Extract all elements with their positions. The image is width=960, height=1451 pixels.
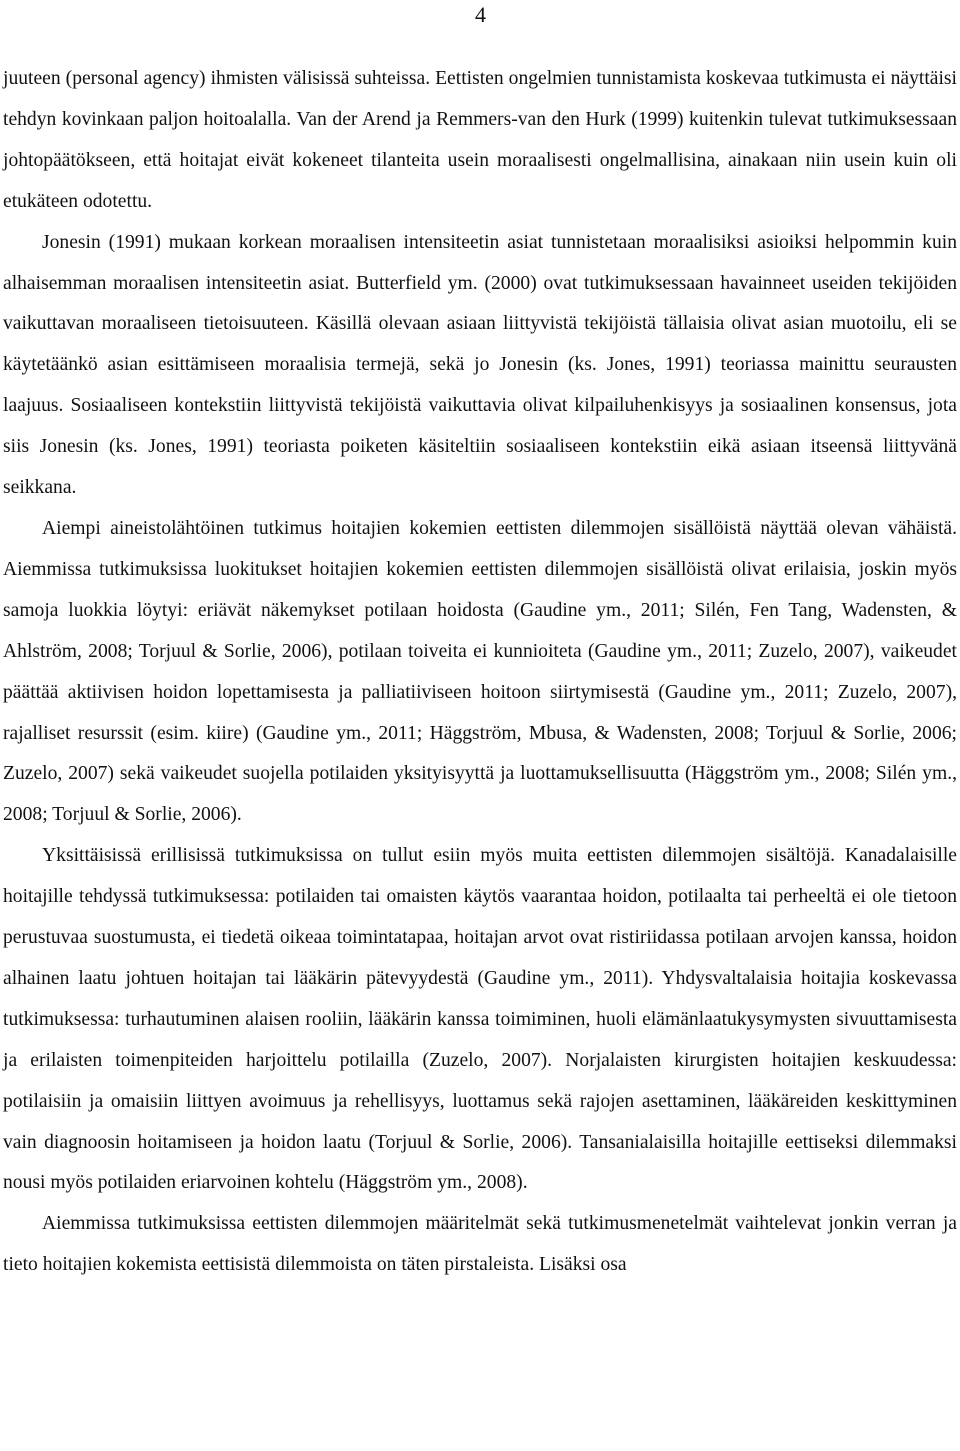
paragraph: Aiemmissa tutkimuksissa eettisten dilemmojen määritelmät sekä tutkimusmenetelmät vaihtelevat jonkin verran ja tieto hoitajien kokemista eettisistä dilemmoista on täten pirstaleista. Lisäksi osa <box>3 1213 957 1276</box>
page-number: 4 <box>475 2 486 27</box>
paragraph: Aiempi aineistolähtöinen tutkimus hoitajien kokemien eettisten dilemmojen sisällöistä näyttää olevan vähäistä. Aiemmissa tutkimuksissa luokitukset hoitajien kokemien eettisten dilemmojen sisällöistä olivat erilaisia, joskin myös samoja luokkia löytyi: eriävät näkemykset potilaan hoidosta (Gaudine ym., 2011; Silén, Fen Tang, Wadensten, & Ahlström, 2008; Torjuul & Sorlie, 2006), potilaan toiveita ei kunnioiteta (Gaudine ym., 2011; Zuzelo, 2007), vaikeudet päättää aktiivisen hoidon lopettamisesta ja palliatiiviseen hoitoon siirtymisestä (Gaudine ym., 2011; Zuzelo, 2007), rajalliset resurssit (esim. kiire) (Gaudine ym., 2011; Häggström, Mbusa, & Wadensten, 2008; Torjuul & Sorlie, 2006; Zuzelo, 2007) sekä vaikeudet suojella potilaiden yksityisyyttä ja luottamuksellisuutta (Häggström ym., 2008; Silén ym., 2008; Torjuul & Sorlie, 2006). <box>3 517 957 826</box>
paragraph: Yksittäisissä erillisissä tutkimuksissa on tullut esiin myös muita eettisten dilemmojen sisältöjä. Kanadalaisille hoitajille tehdyssä tutkimuksessa: potilaiden tai omaisten käytös vaarantaa hoidon, potilaalta tai perheeltä ei ole tietoon perustuvaa suostumusta, ei tiedetä oikeaa toimintatapaa, hoitajan arvot ovat ristiriidassa potilaan arvojen kanssa, hoidon alhainen laatu johtuen hoitajan tai lääkärin pätevyydestä (Gaudine ym., 2011). Yhdysvaltalaisia hoitajia koskevassa tutkimuksessa: turhautuminen alaisen rooliin, lääkärin kanssa toimiminen, huoli elämänlaatukysymysten sivuuttamisesta ja erilaisten toimenpiteiden harjoittelu potilailla (Zuzelo, 2007). Norjalaisten kirurgisten hoitajien keskuudessa: potilaisiin ja omaisiin liittyen avoimuus ja rehellisyys, luottamus sekä rajojen asettaminen, lääkäreiden keskittyminen vain diagnoosin hoitamiseen ja hoidon laatu (Torjuul & Sorlie, 2006). Tansanialaisilla hoitajille eettiseksi dilemmaksi nousi myös potilaiden eriarvoinen kohtelu (Häggström ym., 2008). <box>3 845 957 1194</box>
paragraph: juuteen (personal agency) ihmisten välisissä suhteissa. Eettisten ongelmien tunnistamista koskevaa tutkimusta ei näyttäisi tehdyn kovinkaan paljon hoitoalalla. Van der Arend ja Remmers-van den Hurk (1999) kuitenkin tulevat tutkimuksessaan johtopäätökseen, että hoitajat eivät kokeneet tilanteita usein moraalisesti ongelmallisina, ainakaan niin usein kuin oli etukäteen odotettu. <box>3 68 957 212</box>
body-text <box>3 59 957 1286</box>
paragraph: Jonesin (1991) mukaan korkean moraalisen intensiteetin asiat tunnistetaan moraalisiksi asioiksi helpommin kuin alhaisemman moraalisen intensiteetin asiat. Butterfield ym. (2000) ovat tutkimuksessaan havainneet useiden tekijöiden vaikuttavan moraaliseen tietoisuuteen. Käsillä olevaan asiaan liittyvistä tekijöistä tällaisia olivat asian muotoilu, eli se käytetäänkö asian esittämiseen moraalisia termejä, sekä jo Jonesin (ks. Jones, 1991) teoriassa mainittu seurausten laajuus. Sosiaaliseen kontekstiin liittyvistä tekijöistä vaikuttavia olivat kilpailuhenkisyys ja sosiaalinen konsensus, jota siis Jonesin (ks. Jones, 1991) teoriasta poiketen käsiteltiin sosiaaliseen kontekstiin eikä asiaan itseensä liittyvänä seikkana. <box>3 231 957 499</box>
